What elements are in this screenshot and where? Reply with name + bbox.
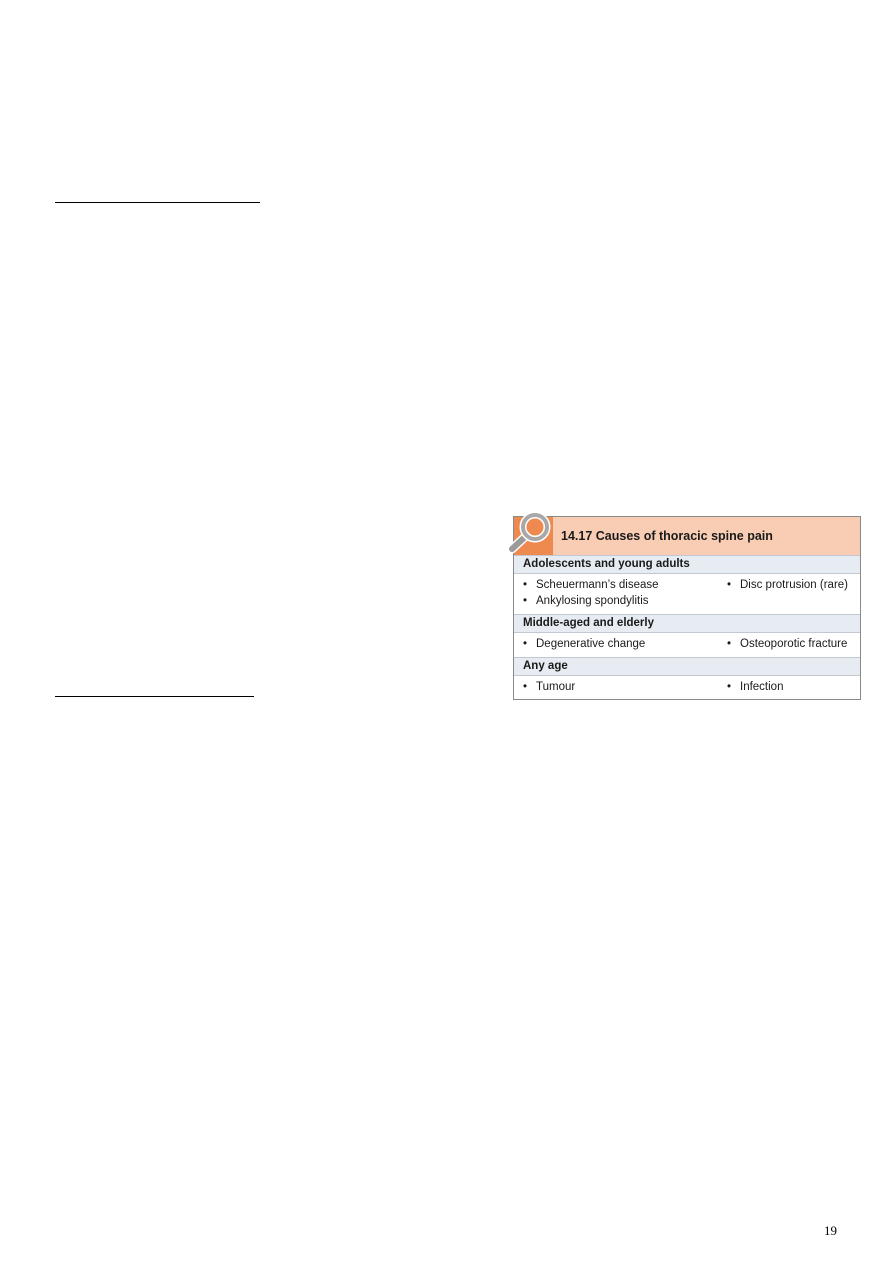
list-item: • Ankylosing spondylitis <box>523 595 649 607</box>
page-number: 19 <box>824 1223 837 1238</box>
list-item: • Osteoporotic fracture <box>727 638 848 650</box>
magnifying-glass-icon <box>504 509 556 557</box>
section-heading-middle-aged: Middle-aged and elderly <box>514 614 860 633</box>
box-header <box>514 517 860 555</box>
list-item: • Disc protrusion (rare) <box>727 579 848 591</box>
heading-underline-2 <box>55 696 254 697</box>
list-item: • Scheuermann’s disease <box>523 579 659 591</box>
section-heading-any-age: Any age <box>514 657 860 676</box>
list-item: • Tumour <box>523 681 576 693</box>
box-title: 14.17 Causes of thoracic spine pain <box>561 529 773 543</box>
list-item: • Infection <box>727 681 784 693</box>
section-heading-adolescents: Adolescents and young adults <box>514 555 860 574</box>
list-item: • Degenerative change <box>523 638 646 650</box>
heading-underline-1 <box>55 202 260 203</box>
thoracic-spine-pain-box <box>513 516 861 700</box>
